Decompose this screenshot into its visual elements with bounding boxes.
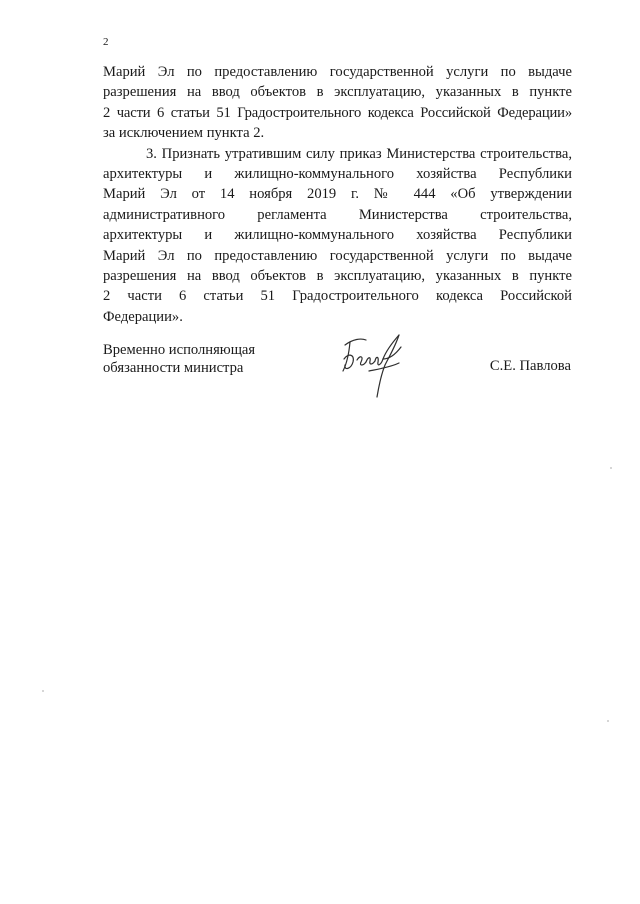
scan-speck [42, 690, 44, 692]
scan-speck [607, 720, 609, 722]
item-3-line: 3. Признать утратившим силу приказ Министерства строительства, [146, 145, 572, 162]
text-line: Марий Эл по предоставлению государственной услуги по выдаче [103, 64, 572, 80]
text-line: разрешения на ввод объектов в эксплуатацию, указанных в пункте [103, 84, 572, 101]
item-3-line: архитектуры и жилищно-коммунального хозяйства Республики [103, 227, 572, 244]
text-line: за исключением пункта 2. [103, 125, 265, 142]
item-3-line: административного регламента Министерства строительства, [103, 206, 572, 223]
item-3-line: разрешения на ввод объектов в эксплуатацию, указанных в пункте [103, 267, 572, 284]
item-3-line: Федерации». [103, 308, 183, 325]
page-number: 2 [103, 36, 109, 48]
signer-position-line: обязанности министра [103, 360, 244, 376]
document-body [103, 62, 572, 327]
item-3-line: Марий Эл от 14 ноября 2019 г. № 444 «Об утверждении [103, 186, 572, 203]
handwritten-signature-icon [339, 329, 411, 401]
item-3-line: 2 части 6 статьи 51 Градостроительного кодекса Российской [103, 288, 572, 305]
item-3-line: Марий Эл по предоставлению государственной услуги по выдаче [103, 247, 572, 264]
signer-name: С.Е. Павлова [489, 358, 571, 374]
signature-block [103, 341, 572, 401]
scan-speck [610, 467, 612, 469]
item-3-line: архитектуры и жилищно-коммунального хозяйства Республики [103, 165, 572, 182]
signer-position [103, 341, 255, 377]
signer-position-line: Временно исполняющая [103, 342, 256, 358]
text-line: 2 части 6 статьи 51 Градостроительного кодекса Российской Федерации» [103, 104, 572, 121]
